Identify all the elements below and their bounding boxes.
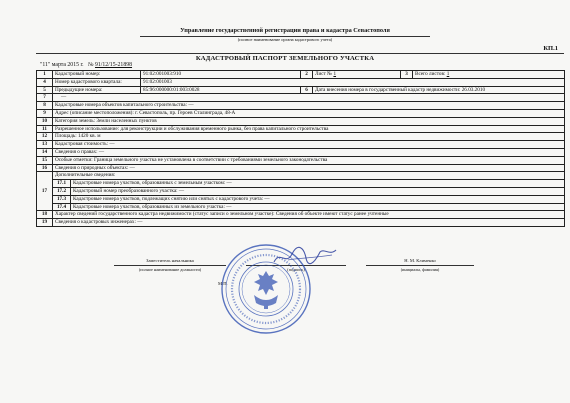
row-number: 13	[37, 141, 53, 149]
sub-row-value: —	[226, 180, 232, 187]
row-number: 4	[37, 78, 53, 86]
sub-row-label: Кадастровые номера участков, образованных с земельным участком:	[73, 180, 226, 187]
table-row	[37, 86, 565, 94]
organization-caption: (полное наименование органа кадастрового учета)	[237, 37, 333, 42]
table-row	[37, 172, 565, 180]
table-row	[37, 133, 565, 141]
row-value: —	[137, 219, 143, 226]
total-value: 1	[446, 71, 450, 78]
table-row	[37, 125, 565, 133]
row-number: 19	[37, 219, 53, 227]
sub-row-label: Кадастровый номер преобразованного участка:	[73, 188, 178, 195]
header-divider	[36, 53, 564, 54]
stamp-place-label: М.П.	[218, 281, 228, 286]
row-number: 12	[37, 133, 53, 141]
sub-row-text	[71, 195, 565, 203]
signer-position: Заместитель начальника	[146, 258, 194, 263]
document-title: КАДАСТРОВЫЙ ПАСПОРТ ЗЕМЕЛЬНОГО УЧАСТКА	[195, 55, 375, 62]
handwritten-signature	[270, 246, 340, 268]
row-number: 17	[37, 172, 53, 211]
row-value: —	[129, 164, 135, 171]
document-number: 91/12/15-21898	[94, 62, 133, 68]
row-number: 2	[301, 71, 313, 79]
table-row	[37, 211, 565, 219]
land-category-text: Категория земель: Земли населенных пунктов	[53, 117, 565, 125]
sub-row-label: Кадастровые номера участков, образованных из земельного участка:	[73, 203, 225, 210]
row-number: 5	[37, 86, 53, 94]
table-row	[37, 195, 565, 203]
sub-row-value: —	[178, 188, 185, 195]
row-text	[53, 164, 565, 172]
row-label: Сведения о кадастровых инженерах:	[55, 219, 136, 226]
table-row	[37, 141, 565, 149]
row-label: Кадастровая стоимость:	[55, 141, 109, 148]
sheet-label: Лист №	[315, 71, 333, 78]
area-text: Площадь: 1420 кв. м	[53, 133, 565, 141]
table-row	[37, 109, 565, 117]
total-label: Всего листов:	[415, 71, 446, 78]
document-date-line	[40, 62, 132, 68]
special-notes-text: Особые отметки: Граница земельного участка не установлена в соответствии с требованиями земельного законодательства	[53, 156, 565, 164]
signature-caption: (подпись)	[287, 267, 305, 272]
name-caption: (инициалы, фамилия)	[400, 267, 440, 272]
total-sheets-cell	[413, 71, 565, 79]
sub-row-text	[71, 180, 565, 188]
registration-date: 26.03.2010	[461, 86, 486, 93]
table-row	[37, 71, 565, 79]
row-number: 8	[37, 102, 53, 110]
row-number: 11	[37, 125, 53, 133]
sub-row-text	[71, 187, 565, 195]
quarter-number: 91:02:001003	[141, 78, 565, 86]
row-label: Номер кадастрового квартала:	[53, 78, 141, 86]
sub-row-text	[71, 203, 565, 211]
position-caption: (полное наименование должности)	[138, 267, 202, 272]
row-value: —	[109, 141, 115, 148]
document-number-prefix: №	[88, 62, 94, 68]
sub-row-number: 17.1	[53, 180, 71, 188]
sub-row-number: 17.4	[53, 203, 71, 211]
table-row	[37, 164, 565, 172]
sub-row-label: Кадастровые номера участков, подлежащих снятию или снятых с кадастрового учета:	[73, 195, 264, 202]
table-row	[37, 102, 565, 110]
sheet-number-cell	[313, 71, 401, 79]
row-number: 3	[401, 71, 413, 79]
table-row	[37, 94, 565, 102]
row-number: 9	[37, 109, 53, 117]
table-row	[37, 219, 565, 227]
cadastral-number: 91:02:001003:910	[141, 71, 301, 79]
form-code: КП.1	[543, 45, 558, 52]
table-row	[37, 78, 565, 86]
row-number: 18	[37, 211, 53, 219]
table-row	[37, 187, 565, 195]
cadastral-table	[36, 70, 565, 227]
record-status-text: Характер сведений государственного кадастра недвижимости (статус записи о земельном участке): Сведения об объекте имеют статус ранее учтенные	[53, 211, 565, 219]
table-row	[37, 117, 565, 125]
row-text	[53, 141, 565, 149]
row-text	[53, 148, 565, 156]
additional-info-label: Дополнительные сведения:	[53, 172, 565, 180]
row-number: 10	[37, 117, 53, 125]
row-number: 7	[37, 94, 53, 102]
row-value: —	[188, 102, 194, 109]
row-label: Кадастровый номер:	[53, 71, 141, 79]
row-number: 14	[37, 148, 53, 156]
row-number: 6	[301, 86, 313, 94]
row-label: Сведения о природных объектах:	[55, 164, 129, 171]
row-label: Предыдущие номера:	[53, 86, 141, 94]
registration-date-label: Дата внесения номера в государственный кадастр недвижимости:	[315, 86, 461, 93]
row-number: 15	[37, 156, 53, 164]
previous-numbers: 85:96:000000:01:003:0028	[141, 86, 301, 94]
name-underline	[366, 265, 474, 266]
document-date: "11" марта 2015 г.	[40, 62, 84, 68]
row-number: 16	[37, 164, 53, 172]
row-text	[53, 219, 565, 227]
sheet-value: 1	[333, 71, 337, 78]
sub-row-value: —	[226, 203, 232, 210]
organization-name: Управление государственной регистрации права и кадастра Севастополя	[180, 27, 390, 34]
row-label: Сведения о правах:	[55, 149, 98, 156]
address-text: Адрес (описание местоположения): г. Севастополь, пр. Героев Сталинграда, 48-А	[53, 109, 565, 117]
position-underline	[114, 265, 226, 266]
row-value: —	[98, 149, 105, 156]
table-row	[37, 203, 565, 211]
table-row	[37, 148, 565, 156]
permitted-use-text: Разрешенное использование: для реконструкции и обслуживания временного рынка, без права капитального строительства	[53, 125, 565, 133]
row-value: —	[53, 94, 565, 102]
sub-row-number: 17.2	[53, 187, 71, 195]
row-label: Кадастровые номера объектов капитального строительства:	[55, 102, 188, 109]
signer-name: Н. М. Клименко	[404, 258, 436, 263]
registration-date-cell	[313, 86, 565, 94]
row-text	[53, 102, 565, 110]
sub-row-number: 17.3	[53, 195, 71, 203]
row-number: 1	[37, 71, 53, 79]
table-row	[37, 156, 565, 164]
sub-row-value: —	[264, 195, 270, 202]
table-row	[37, 180, 565, 188]
